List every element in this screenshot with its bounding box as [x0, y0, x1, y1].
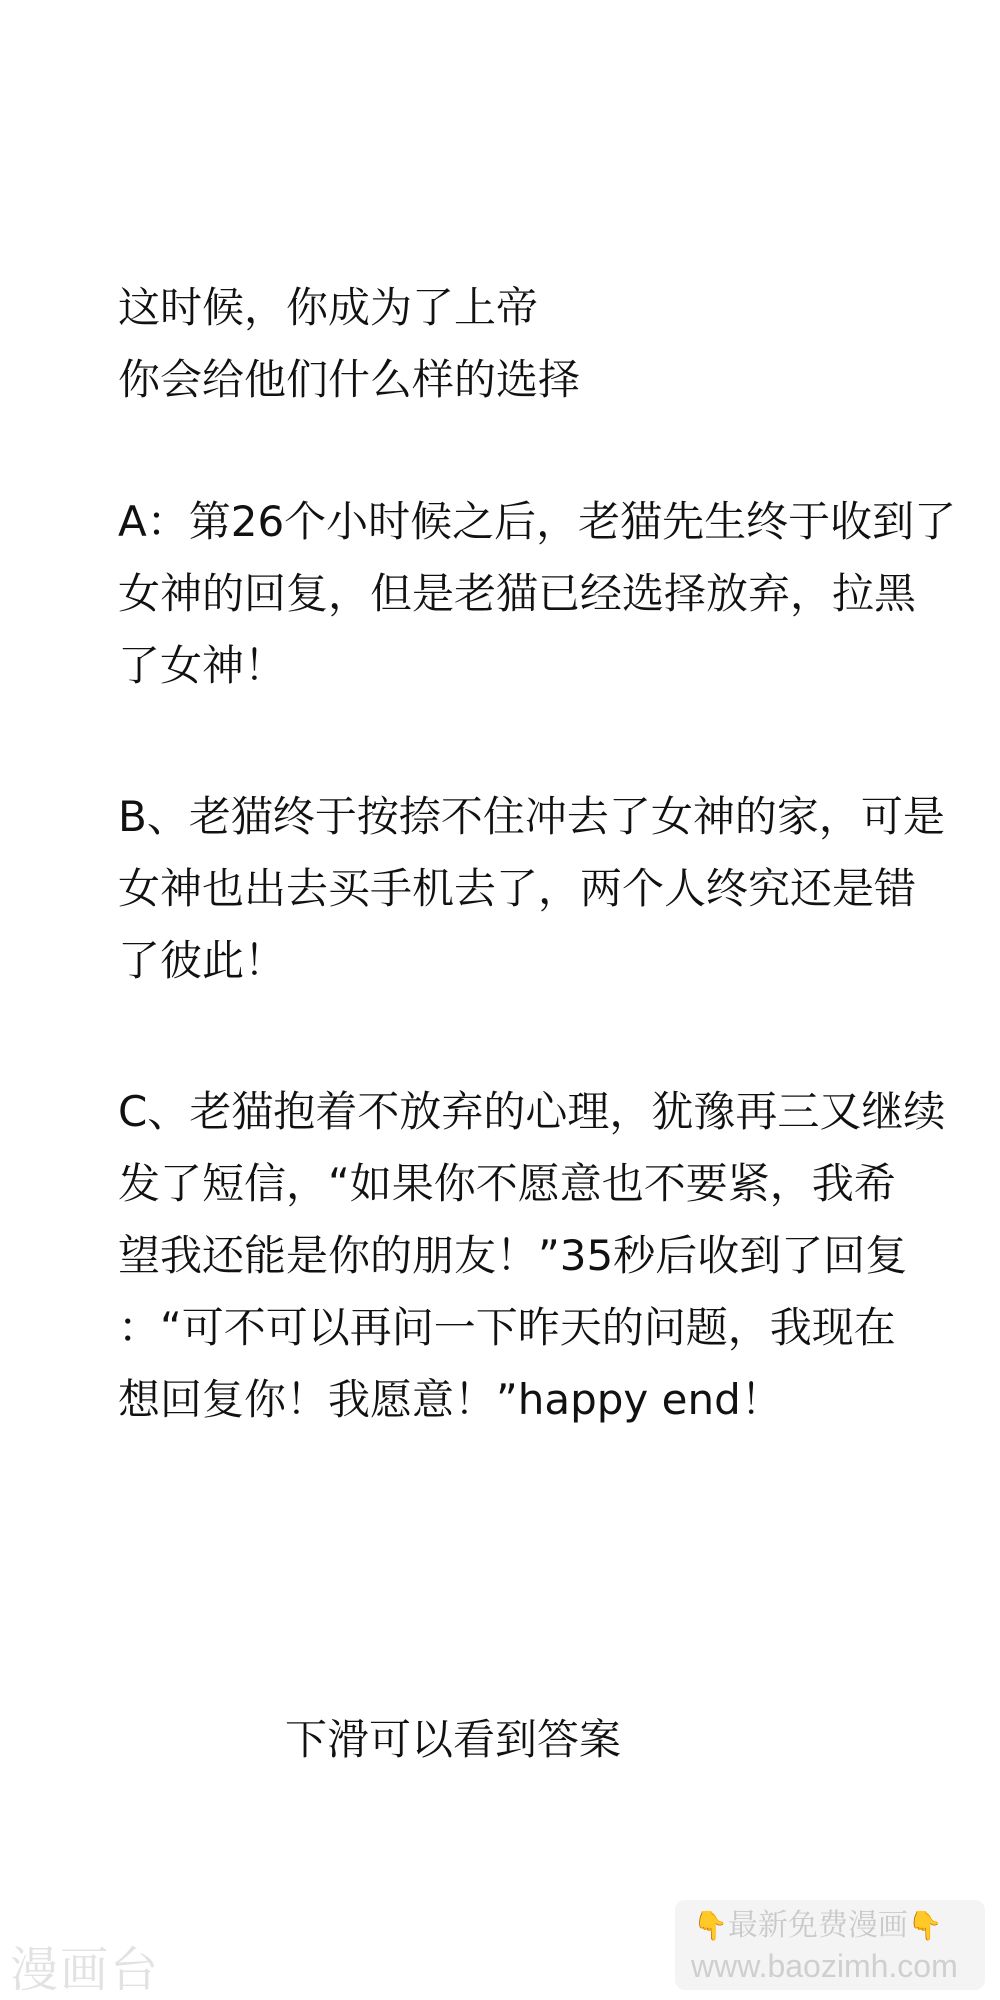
site-logo: 漫画台	[10, 1942, 161, 1998]
watermark-top	[693, 1906, 943, 1946]
intro-line: 这时候，你成为了上帝	[118, 283, 539, 332]
option-c-line: ：“可不可以再问一下昨天的问题，我现在	[118, 1303, 896, 1352]
option-b-line: 女神也出去买手机去了，两个人终究还是错	[118, 864, 917, 913]
watermark[interactable]	[675, 1900, 985, 1990]
intro-line: 你会给他们什么样的选择	[118, 355, 581, 404]
option-a-line: 了女神！	[118, 641, 287, 690]
option-b-line: B、老猫终于按捺不住冲去了女神的家，可是	[118, 792, 945, 841]
option-c-line: 望我还能是你的朋友！”35秒后收到了回复	[118, 1231, 908, 1280]
option-c-line: 发了短信，“如果你不愿意也不要紧，我希	[118, 1159, 896, 1208]
option-b-line: 了彼此！	[118, 936, 287, 985]
intro-text	[118, 272, 948, 416]
option-a-line: 女神的回复，但是老猫已经选择放弃，拉黑	[118, 569, 917, 618]
option-c-line: C、老猫抱着不放弃的心理，犹豫再三又继续	[118, 1087, 946, 1136]
watermark-url: www.baozimh.com	[691, 1948, 958, 1984]
option-c	[118, 1076, 948, 1436]
option-a	[118, 486, 957, 702]
option-a-line: A：第26个小时候之后，老猫先生终于收到了	[118, 497, 957, 546]
pointing-down-icon: 👇	[693, 1909, 728, 1942]
scroll-hint: 下滑可以看到答案	[285, 1715, 622, 1764]
option-b	[118, 781, 948, 997]
pointing-down-icon: 👇	[907, 1909, 943, 1942]
watermark-top-text: 最新免费漫画	[727, 1908, 908, 1943]
option-c-line: 想回复你！我愿意！”happy end！	[118, 1375, 783, 1424]
